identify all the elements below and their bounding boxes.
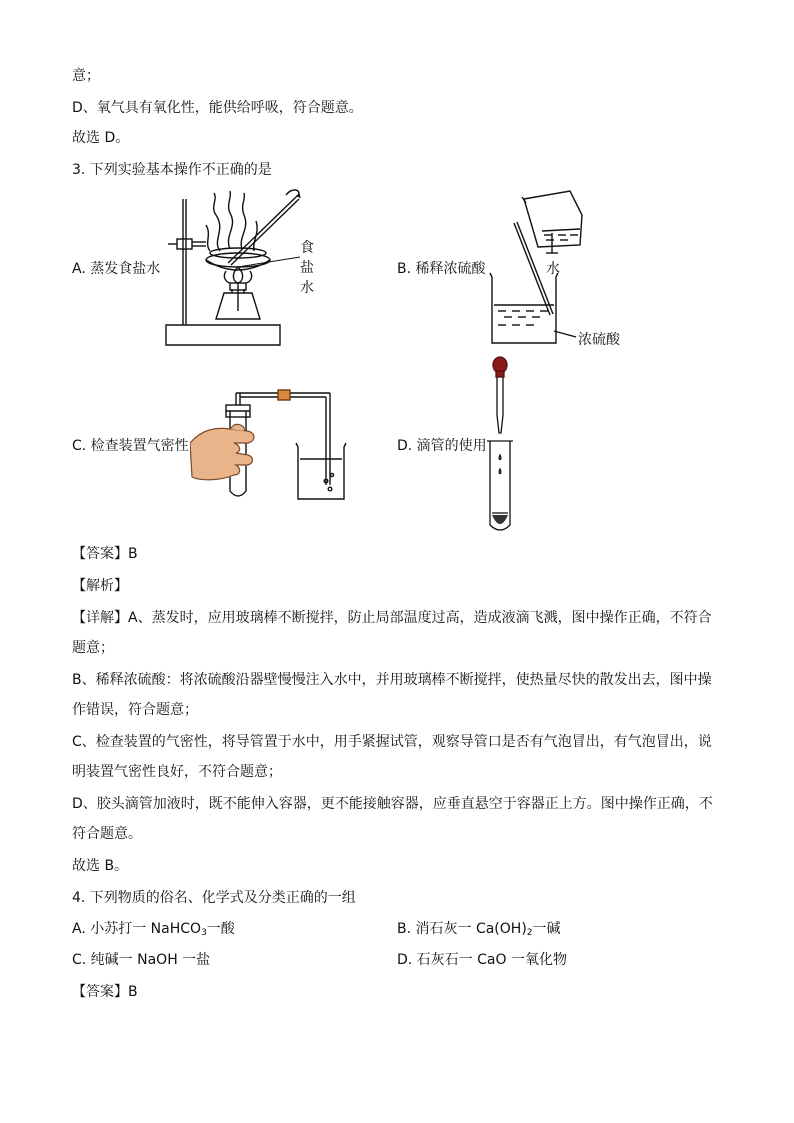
analysis-line: D、胶头滴管加液时，既不能伸入容器，更不能接触容器，应垂直悬空于容器正上方。图中操作正确，不 [72,796,713,812]
q4-option-c: C. 纯碱一 NaOH 一盐 [72,952,211,968]
label-shi: 食 [300,240,314,256]
question-3-stem: 3. 下列实验基本操作不正确的是 [72,162,272,178]
q4-answer: 【答案】B [72,984,138,1000]
label-leader-line [236,255,302,271]
text-line: 意； [72,68,100,84]
question-4-stem: 4. 下列物质的俗名、化学式及分类正确的一组 [72,890,356,906]
analysis-line: 明装置气密性良好，不符合题意； [72,764,282,780]
q4-option-a: A. 小苏打一 NaHCO$_3$一酸 [72,921,235,938]
analysis-line: B、稀释浓硫酸：将浓硫酸沿器壁慢慢注入水中，并用玻璃棒不断搅拌，使热量尽快的散发出去，图中操 [72,672,712,688]
analysis-line: 【详解】A、蒸发时，应用玻璃棒不断搅拌，防止局部温度过高，造成液滴飞溅，图中操作正确，不符合 [72,610,712,626]
label-concentrated-acid: 浓硫酸 [578,332,620,348]
figure-dropper [482,355,522,537]
label-yan: 盐 [300,260,314,276]
analysis-line: 符合题意。 [72,826,142,842]
q4-option-d: D. 石灰石一 CaO 一氧化物 [397,952,567,968]
label-shui: 水 [300,280,314,296]
q3-option-c: C. 检查装置气密性 [72,438,189,454]
q3-conclusion: 故选 B。 [72,858,129,874]
text-line: 故选 D。 [72,130,130,146]
text-line: D、氧气具有氧化性，能供给呼吸，符合题意。 [72,100,363,116]
analysis-line: C、检查装置的气密性，将导管置于水中，用手紧握试管，观察导管口是否有气泡冒出，有气泡冒出，说 [72,734,712,750]
q3-answer: 【答案】B [72,546,138,562]
figure-dilute-acid [484,185,594,350]
q4-option-b: B. 消石灰一 $Ca(OH)_2$一碱 [397,921,561,938]
figure-airtightness [190,385,350,505]
q3-option-b: B. 稀释浓硫酸 [397,261,486,277]
q3-analysis-heading: 【解析】 [72,578,128,594]
label-water: 水 [546,261,560,277]
analysis-line: 题意； [72,640,114,656]
analysis-line: 作错误，符合题意； [72,702,198,718]
q3-option-a: A. 蒸发食盐水 [72,261,161,277]
q3-option-d: D. 滴管的使用 [397,438,487,454]
